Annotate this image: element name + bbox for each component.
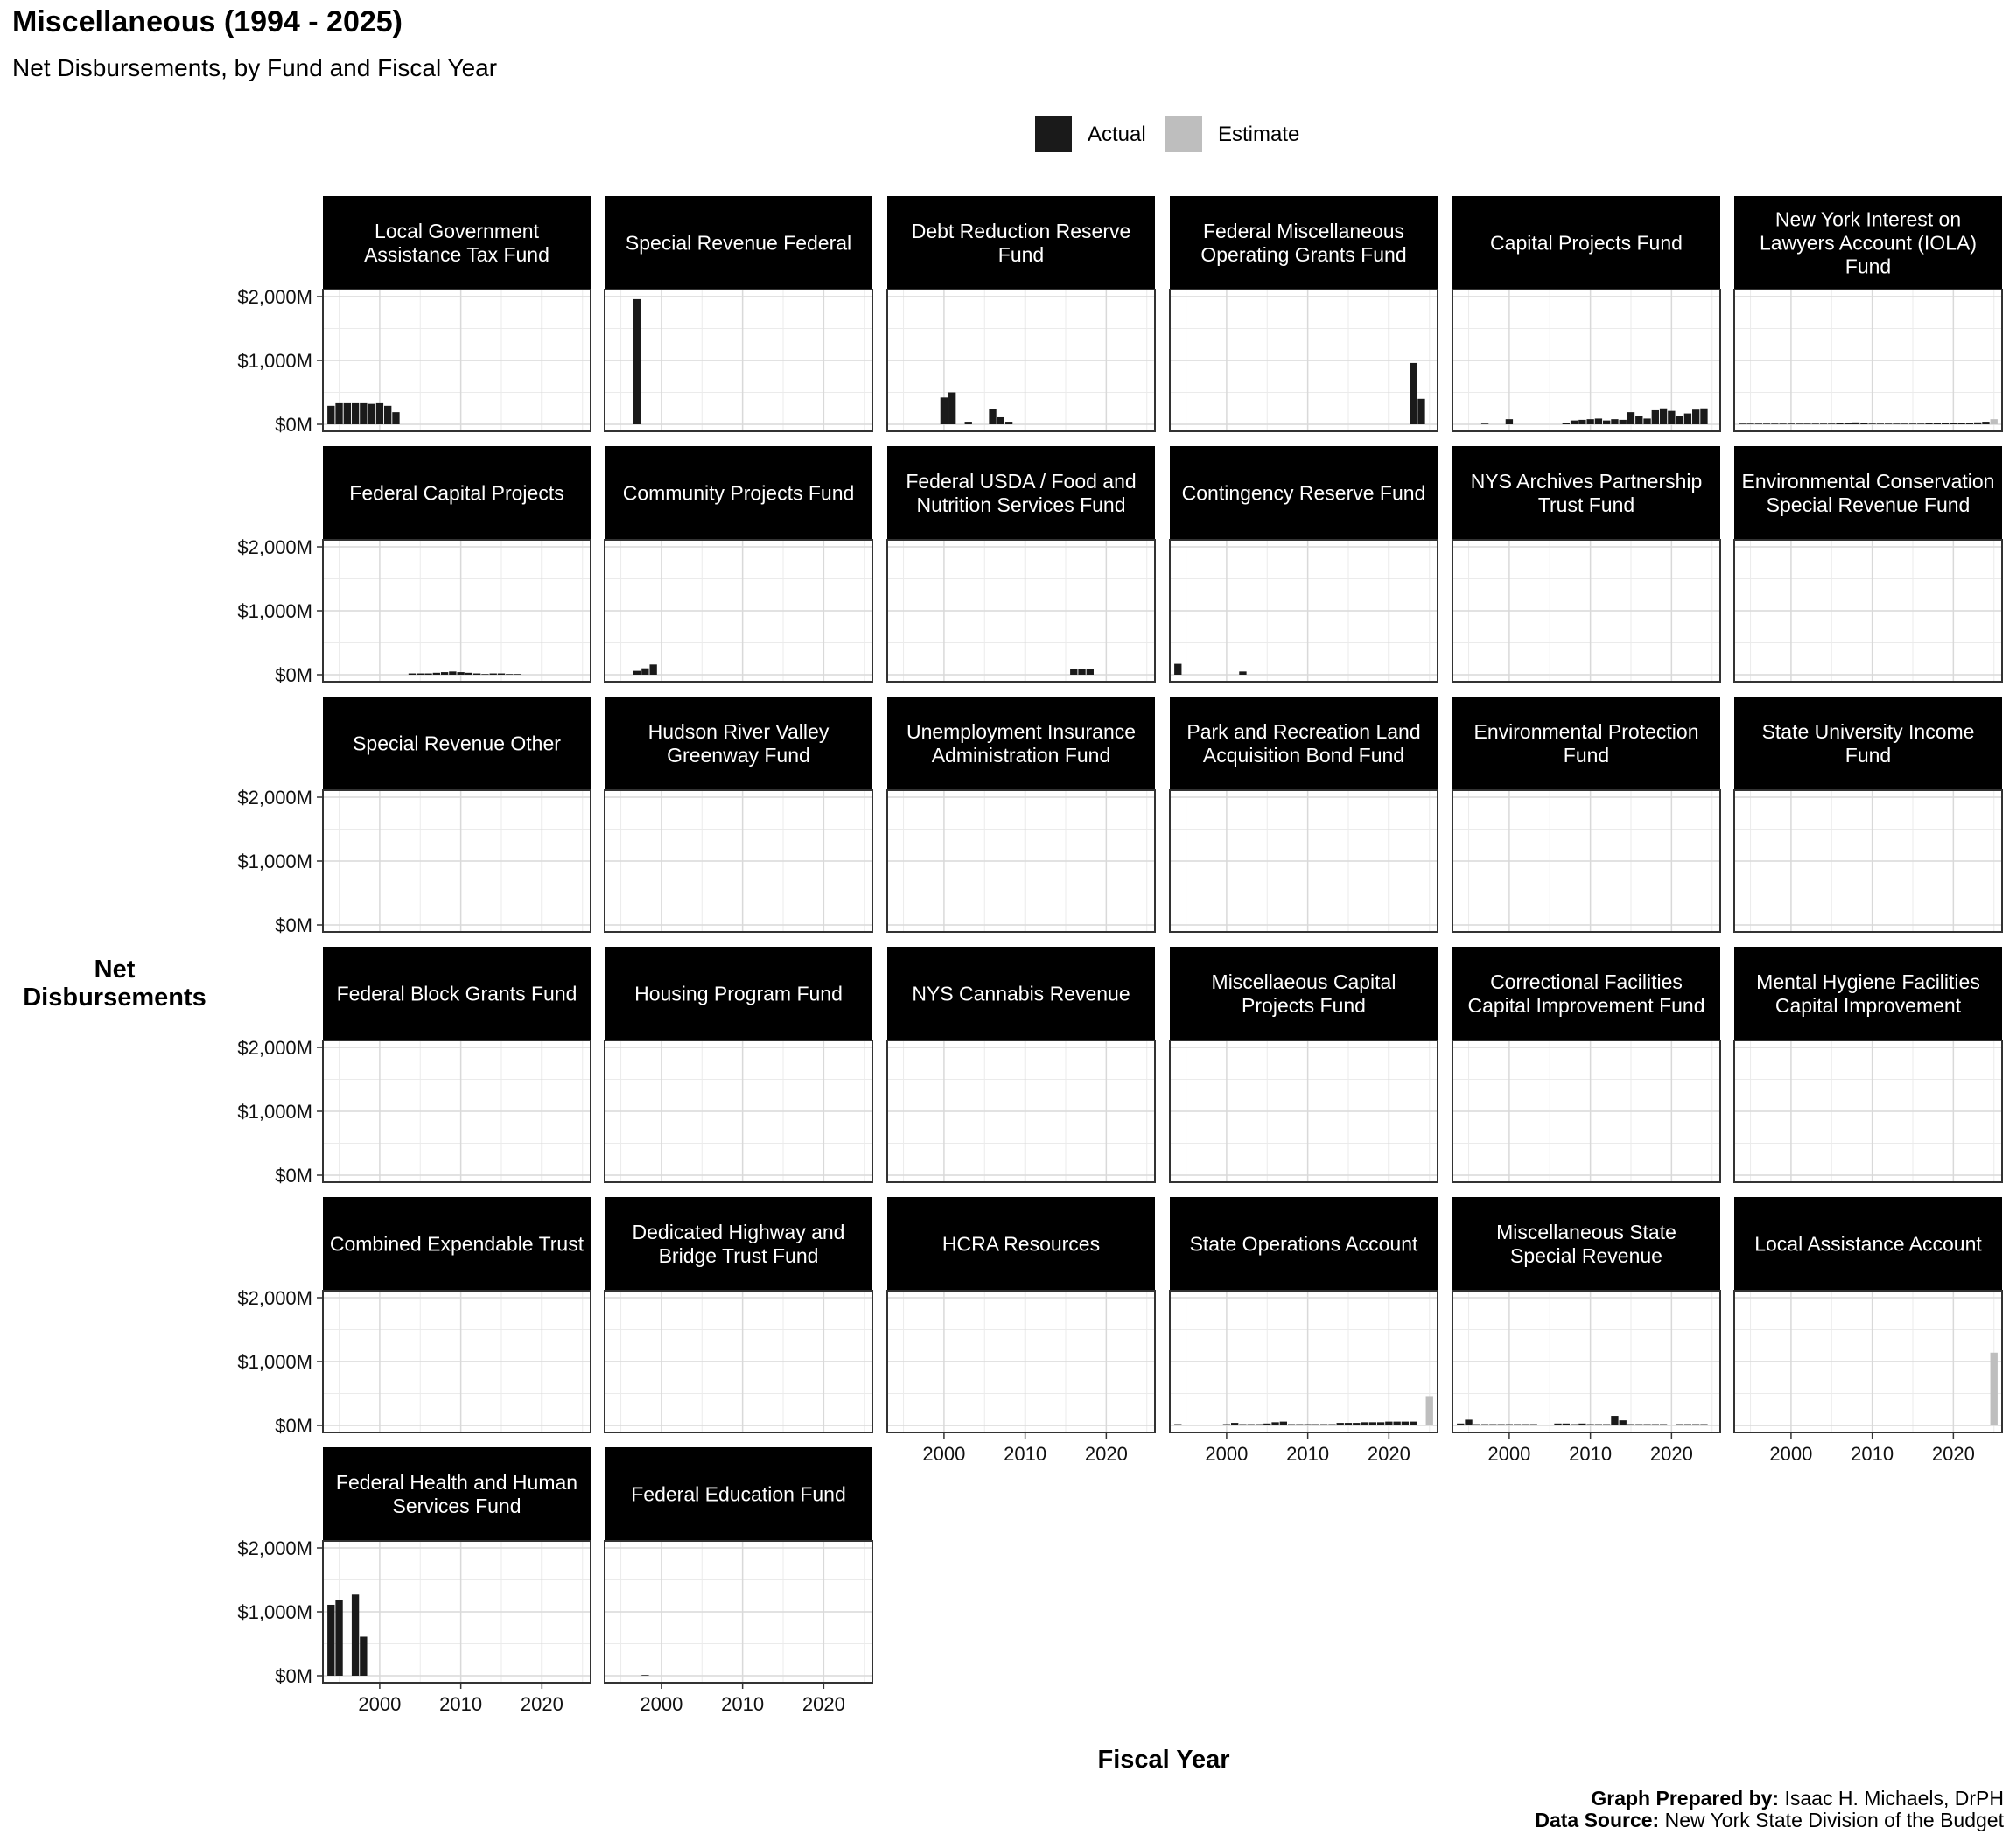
facet-title <box>648 720 830 766</box>
facet-title-line: Mental Hygiene Facilities <box>1756 970 1980 993</box>
bar <box>989 409 996 424</box>
facet-panel <box>887 446 1155 682</box>
facet-title-line: Federal Miscellaneous <box>1202 220 1405 242</box>
x-tick-label: 2010 <box>1851 1443 1894 1465</box>
y-tick-label: $0M <box>275 914 312 936</box>
y-tick-label: $1,000M <box>237 350 312 372</box>
bar <box>466 673 472 675</box>
bar <box>1353 1423 1360 1425</box>
bar <box>1506 419 1513 424</box>
facet-panel <box>1452 446 1720 682</box>
bar <box>1174 1424 1181 1425</box>
facet-title <box>1200 220 1406 266</box>
facet-panel <box>1170 1197 1438 1465</box>
x-axis-label: Fiscal Year <box>1097 1746 1230 1774</box>
facet-title <box>337 983 578 1005</box>
facet-panel <box>237 947 591 1186</box>
x-tick-label: 2000 <box>358 1693 402 1715</box>
y-tick-label: $1,000M <box>237 1351 312 1373</box>
facet-title-line: State Operations Account <box>1189 1232 1418 1256</box>
bar <box>1481 1424 1488 1425</box>
facet-title-line: Bridge Trust Fund <box>658 1244 819 1267</box>
facet-title-line: Projects Fund <box>1242 994 1366 1017</box>
bar <box>1700 1424 1707 1425</box>
bar <box>1410 363 1417 424</box>
facet-panel <box>237 1197 591 1437</box>
facet-panel <box>1734 947 2002 1182</box>
facet-title <box>1190 1233 1418 1256</box>
bar <box>1497 1424 1504 1425</box>
facet-title-line: Dedicated Highway and <box>632 1221 845 1243</box>
bar <box>1676 1424 1683 1425</box>
facet-panel <box>1170 696 1438 932</box>
bar <box>1982 422 1989 424</box>
bar <box>449 671 456 675</box>
facet-title-line: Federal USDA / Food and <box>906 470 1137 493</box>
facet-title-line: Capital Improvement Fund <box>1467 994 1705 1017</box>
facet-panel <box>1452 196 1720 431</box>
facet-title-line: NYS Cannabis Revenue <box>912 982 1130 1005</box>
bar <box>1660 1424 1667 1425</box>
facet-title-line: Combined Expendable Trust <box>329 1232 584 1256</box>
bar <box>1280 1422 1287 1425</box>
bar <box>1603 421 1610 424</box>
facet-title <box>906 470 1136 516</box>
bar <box>1328 1424 1335 1425</box>
facet-panel <box>1734 696 2002 932</box>
facet-title-line: Hudson River Valley <box>648 720 830 743</box>
bar <box>1320 1424 1327 1425</box>
facet-panel <box>1452 1197 1720 1465</box>
x-tick-label: 2020 <box>1649 1443 1693 1465</box>
bar <box>376 403 383 424</box>
bar <box>948 393 956 425</box>
bar <box>327 406 334 424</box>
bar <box>1402 1422 1409 1425</box>
facet-title-line: Fund <box>998 243 1045 266</box>
x-tick-label: 2020 <box>1367 1443 1410 1465</box>
bar <box>1369 1422 1376 1425</box>
bar <box>1668 1424 1675 1425</box>
facet-title-line: Federal Education Fund <box>631 1482 846 1506</box>
facet-title <box>353 732 561 755</box>
bar <box>1692 410 1699 424</box>
bar <box>416 674 424 675</box>
facet-title-line: Fund <box>1844 744 1892 766</box>
facet-panel <box>1734 196 2002 431</box>
x-tick-label: 2000 <box>922 1443 966 1465</box>
bar <box>634 299 640 424</box>
bar <box>965 422 972 424</box>
bar <box>1457 1424 1464 1425</box>
facet-title <box>1182 482 1426 505</box>
facet-title <box>1186 720 1420 766</box>
facet-title-line: State University Income <box>1761 720 1975 743</box>
y-tick-label: $0M <box>275 1665 312 1687</box>
bar <box>1620 1420 1627 1425</box>
facet-panel <box>887 1197 1155 1465</box>
facet-title-line: Special Revenue Federal <box>625 231 852 255</box>
facet-panel <box>887 696 1155 932</box>
facet-title <box>349 482 564 505</box>
bar <box>1692 1424 1699 1425</box>
bar <box>1611 419 1618 424</box>
facet-title-line: Federal Health and Human <box>335 1471 578 1494</box>
bar <box>1256 1424 1263 1425</box>
facet-panel <box>1170 446 1438 682</box>
facet-title-line: Special Revenue <box>1510 1244 1662 1267</box>
facet-title <box>623 482 855 505</box>
facet-title-line: Trust Fund <box>1537 494 1635 516</box>
bar <box>1506 1424 1513 1425</box>
bar <box>327 1605 334 1676</box>
facet-title-line: Debt Reduction Reserve <box>911 220 1131 242</box>
facet-panel <box>237 446 591 686</box>
bar <box>1199 1424 1206 1425</box>
bar <box>473 674 480 675</box>
bar <box>1595 1424 1602 1425</box>
facet-title-line: HCRA Resources <box>942 1232 1101 1256</box>
facet-title-line: Greenway Fund <box>667 744 810 766</box>
bar <box>1377 1422 1384 1425</box>
caption-source <box>1535 1810 2004 1831</box>
facet-title-line: Acquisition Bond Fund <box>1202 744 1405 766</box>
bar <box>1852 423 1859 424</box>
facet-title-line: Correctional Facilities <box>1490 970 1683 993</box>
bar <box>1571 1424 1578 1425</box>
facet-title <box>912 983 1130 1005</box>
bar <box>1393 1422 1400 1425</box>
bar <box>1489 1424 1496 1425</box>
facet-title-line: Local Assistance Account <box>1754 1232 1982 1256</box>
facet-title-line: NYS Archives Partnership <box>1470 470 1703 493</box>
facet-title <box>626 232 851 255</box>
facet-panel <box>1452 696 1720 932</box>
bar <box>1635 416 1642 424</box>
facet-panel <box>1170 947 1438 1182</box>
facet-title-line: Environmental Conservation <box>1741 470 1995 493</box>
bar <box>1628 412 1634 424</box>
bar <box>1739 1424 1746 1425</box>
bar <box>641 1675 648 1676</box>
facet-title-line: Special Revenue Other <box>353 732 561 755</box>
x-tick-label: 2020 <box>1084 1443 1128 1465</box>
facet-panel <box>887 947 1155 1182</box>
bar <box>1465 1419 1472 1425</box>
facet-title-line: Environmental Protection <box>1474 720 1699 743</box>
bar <box>1239 1424 1246 1425</box>
facet-panel <box>237 696 591 936</box>
bar <box>352 403 359 424</box>
x-tick-label: 2010 <box>1004 1443 1047 1465</box>
y-axis-label: Net Disbursements <box>23 956 206 1012</box>
bar <box>1578 1424 1586 1425</box>
y-tick-label: $1,000M <box>237 600 312 622</box>
bar <box>1078 668 1085 675</box>
bar <box>1628 1424 1634 1425</box>
caption-prepared-label: Graph Prepared by: <box>1591 1787 1780 1810</box>
bar <box>1231 1423 1238 1425</box>
facet-panel <box>1734 446 2002 682</box>
bar <box>506 674 513 675</box>
bar <box>998 417 1004 424</box>
bar <box>1005 422 1012 424</box>
y-tick-label: $1,000M <box>237 850 312 872</box>
bar <box>641 668 648 675</box>
facet-title-line: Federal Capital Projects <box>349 481 564 505</box>
bar <box>634 671 640 675</box>
bar <box>1530 1424 1537 1425</box>
bar <box>1611 1416 1618 1425</box>
bar <box>1578 420 1586 424</box>
bar <box>498 674 505 675</box>
bar <box>1087 668 1094 675</box>
bar <box>335 403 342 424</box>
facet-title <box>364 220 550 266</box>
bar <box>335 1600 342 1676</box>
bar <box>1652 1424 1659 1425</box>
facet-title-line: Administration Fund <box>931 744 1111 766</box>
facet-title-line: Miscellaneous State <box>1496 1221 1676 1243</box>
facet-title <box>330 1233 584 1256</box>
legend-label-actual: Actual <box>1088 122 1146 146</box>
x-tick-label: 2010 <box>439 1693 483 1715</box>
facet-title-line: Fund <box>1844 255 1892 278</box>
bar <box>1191 1424 1198 1425</box>
facet-panel <box>605 1197 872 1432</box>
bar <box>1991 419 1998 424</box>
bar <box>352 1594 359 1676</box>
x-tick-label: 2010 <box>721 1693 765 1715</box>
bar <box>1248 1424 1255 1425</box>
bar <box>1554 1424 1561 1425</box>
x-tick-label: 2010 <box>1569 1443 1613 1465</box>
y-tick-label: $2,000M <box>237 1287 312 1309</box>
caption-source-label: Data Source: <box>1535 1809 1660 1831</box>
y-tick-label: $0M <box>275 664 312 686</box>
bar <box>1410 1422 1417 1425</box>
facet-panel <box>605 696 872 932</box>
bar <box>457 672 464 675</box>
bar <box>368 404 374 424</box>
bar <box>1595 418 1602 424</box>
facet-title-line: Capital Improvement <box>1774 994 1962 1017</box>
y-tick-label: $0M <box>275 1415 312 1437</box>
bar <box>424 674 431 675</box>
bar <box>1418 399 1424 424</box>
facet-title-line: Federal Block Grants Fund <box>336 982 578 1005</box>
facet-title <box>634 983 843 1005</box>
bar <box>1660 409 1667 424</box>
bar <box>1271 1422 1278 1425</box>
facet-title-line: Contingency Reserve Fund <box>1181 481 1426 505</box>
bar <box>1643 418 1650 424</box>
facet-title-line: Miscellaeous Capital <box>1211 970 1396 993</box>
bar <box>409 674 416 675</box>
legend-label-estimate: Estimate <box>1218 122 1300 146</box>
bar <box>1426 1396 1433 1425</box>
facet-title-line: Community Projects Fund <box>622 481 855 505</box>
facet-panel <box>887 196 1155 431</box>
bar <box>1571 421 1578 424</box>
bar <box>1239 671 1246 675</box>
x-tick-label: 2020 <box>520 1693 564 1715</box>
bar <box>1385 1422 1392 1425</box>
bar <box>384 406 391 424</box>
bar <box>392 412 399 424</box>
bar <box>1684 414 1691 424</box>
facet-title <box>1754 1233 1982 1256</box>
bar <box>649 664 656 675</box>
y-tick-label: $0M <box>275 414 312 436</box>
bar <box>1312 1424 1320 1425</box>
bar <box>1337 1423 1344 1425</box>
bar <box>1586 419 1593 424</box>
y-tick-label: $1,000M <box>237 1601 312 1623</box>
facet-title <box>1756 970 1980 1017</box>
bar <box>433 673 440 675</box>
caption-source-value: New York State Division of the Budget <box>1664 1809 2004 1831</box>
bar <box>1620 420 1627 424</box>
facet-title-line: Operating Grants Fund <box>1200 243 1407 266</box>
x-tick-label: 2010 <box>1286 1443 1330 1465</box>
facet-panel <box>1170 196 1438 431</box>
bar <box>1304 1424 1311 1425</box>
bar <box>490 674 497 675</box>
facet-panel <box>1734 1197 2002 1465</box>
caption-prepared <box>1535 1788 2004 1810</box>
bar <box>514 674 521 675</box>
facet-title-line: Housing Program Fund <box>634 982 843 1005</box>
bar <box>1070 668 1077 675</box>
facet-title <box>1742 470 1995 516</box>
bar <box>1296 1424 1303 1425</box>
facet-title-line: Local Government <box>374 220 539 242</box>
bar <box>1361 1422 1368 1425</box>
bar <box>1652 410 1659 424</box>
chart-subtitle: Net Disbursements, by Fund and Fiscal Year <box>12 54 498 81</box>
facet-title-line: Lawyers Account (IOLA) <box>1760 231 1977 255</box>
bar <box>941 397 948 424</box>
bar <box>1635 1424 1642 1425</box>
y-tick-label: $2,000M <box>237 787 312 808</box>
bar <box>1643 1424 1650 1425</box>
facet-title-line: Services Fund <box>392 1494 522 1517</box>
bar <box>1563 1424 1570 1425</box>
bar <box>1474 1424 1480 1425</box>
facet-title-line: Unemployment Insurance <box>906 720 1137 743</box>
bar <box>1345 1423 1352 1425</box>
facet-title-line: Fund <box>1563 744 1610 766</box>
caption <box>1535 1788 2004 1831</box>
y-tick-label: $0M <box>275 1165 312 1186</box>
facet-panel <box>605 196 872 431</box>
facet-title <box>942 1233 1100 1256</box>
facet-title-line: Nutrition Services Fund <box>916 494 1126 516</box>
facet-panel <box>237 1447 591 1715</box>
facet-title <box>633 1221 845 1267</box>
bar <box>1514 1424 1521 1425</box>
y-tick-label: $2,000M <box>237 536 312 558</box>
bar <box>360 403 367 424</box>
facet-title <box>906 720 1136 766</box>
y-tick-label: $2,000M <box>237 1037 312 1059</box>
bar <box>1676 416 1683 424</box>
bar <box>441 672 448 675</box>
facet-title <box>1496 1221 1676 1267</box>
x-tick-label: 2000 <box>1205 1443 1249 1465</box>
facet-panel <box>237 196 591 436</box>
facet-title <box>631 1483 846 1506</box>
x-tick-label: 2000 <box>1769 1443 1813 1465</box>
bar <box>1264 1424 1270 1425</box>
facet-panel <box>605 446 872 682</box>
facet-title-line: Assistance Tax Fund <box>364 243 550 266</box>
facet-title-line: New York Interest on <box>1774 207 1962 231</box>
bar <box>1684 1424 1691 1425</box>
caption-prepared-value: Isaac H. Michaels, DrPH <box>1784 1787 2004 1810</box>
facet-panel <box>605 1447 872 1715</box>
facet-title <box>1490 232 1683 255</box>
chart-title: Miscellaneous (1994 - 2025) <box>12 5 403 38</box>
bar <box>1207 1424 1214 1425</box>
x-tick-label: 2020 <box>802 1693 845 1715</box>
facet-panel <box>605 947 872 1182</box>
bar <box>1522 1424 1529 1425</box>
bar <box>1586 1424 1593 1425</box>
bar <box>360 1636 367 1676</box>
y-tick-label: $2,000M <box>237 1537 312 1559</box>
bar <box>1991 1353 1998 1425</box>
bar <box>1288 1424 1295 1425</box>
facet-title-line: Capital Projects Fund <box>1490 231 1683 255</box>
bar <box>1603 1424 1610 1425</box>
facet-title-line: Special Revenue Fund <box>1766 494 1970 516</box>
x-tick-label: 2000 <box>1488 1443 1531 1465</box>
bar <box>1974 423 1981 424</box>
bar <box>1223 1424 1230 1425</box>
facet-title <box>1467 970 1704 1017</box>
bar <box>344 403 351 424</box>
x-tick-label: 2000 <box>640 1693 683 1715</box>
facet-title-line: Park and Recreation Land <box>1186 720 1421 743</box>
facet-panel <box>1452 947 1720 1182</box>
x-tick-label: 2020 <box>1931 1443 1975 1465</box>
y-tick-label: $1,000M <box>237 1101 312 1123</box>
y-tick-label: $2,000M <box>237 286 312 308</box>
bar <box>1700 409 1707 424</box>
bar <box>1668 411 1675 424</box>
bar <box>1174 664 1181 675</box>
bar <box>481 674 488 675</box>
